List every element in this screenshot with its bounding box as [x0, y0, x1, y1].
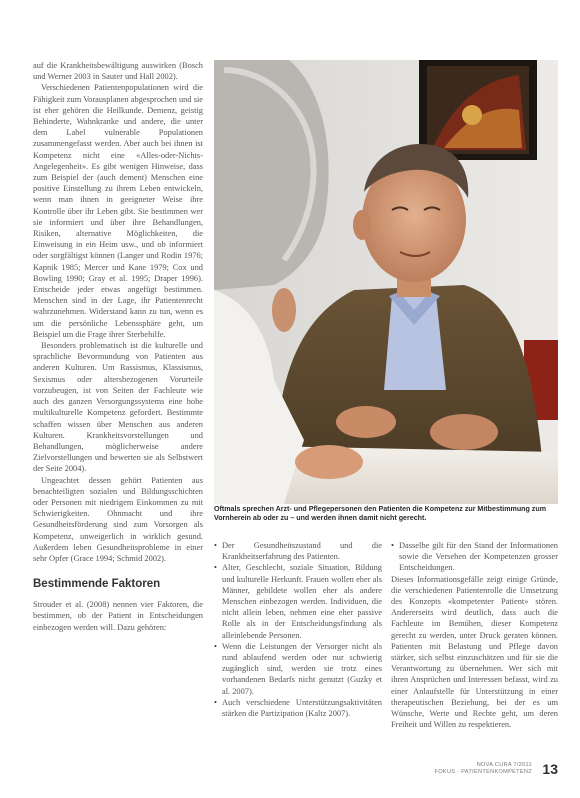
factor-list [214, 540, 382, 719]
page-footer [435, 760, 558, 778]
middle-text-column [214, 540, 382, 719]
factor-list-continued [391, 540, 558, 574]
paragraph: auf die Krankheitsbewältigung auswirken (Bosch und Werner 2003 in Sauter und Hall 2002). [33, 61, 203, 82]
paragraph: Dieses Informationsgefälle zeigt einige Gründe, die verschiedenen Patientenrolle die Umsetzung des Konzepts «kompetenter Patient» stören. Andererseits wird deutlich, dass auch die Fachleute im Bemühen, dieser Kompetenz gerecht zu werden, unter Druck geraten können. Patienten mit Belastung und Pflege davon stärker, sich selbst einzuschätzen und für sie die Verantwortung zu übernehmen. Wer sich mit ihren Ansprüchen und Interessen befasst, wird zu einer Anlaufstelle für Unterstützung in einer therapeutischen Beziehung, bei der es um Wünsche, Werte und Rechte geht, um deren Freiheit und Willen zu respektieren. [391, 574, 558, 730]
paragraph: Strouder et al. (2008) nennen vier Faktoren, die bestimmen, ob der Patient in Entscheidungen einbezogen werden will. Dazu gehören: [33, 600, 203, 632]
footer-line-1: NOVA CURA 7/2011 [476, 761, 532, 768]
paragraph: Ungeachtet dessen gehört Patienten aus benachteiligten sozialen und Bildungsschichten oder Personen mit niedrigem Einkommen zu mit Schwierigkeiten. Ohnmacht und ihre Gesundheitsförderung sind zum Vorsorgen als Kompetenz, unweigerlich in wirklich gesund. Außerdem leben Gesundheitsprobleme in einer sehr Opfer (Grace 1994; Schmid 2002). [33, 475, 203, 563]
paragraph: Verschiedenen Patientenpopulationen wird die Fähigkeit zum Vorausplanen abgesprochen und sie ist eher gehören die Heilkunde. Demenz, geistig Behinderte, Wahnkranke und andere, die unter dem Label vulnerable Populationen zusammengefasst werden. Aber auch bei ihnen ist Kompetenz nicht eine «Alles-oder-Nichts-Angelegenheit». Es gibt wenigen Hinweise, dass zum Beispiel der (auch dement) Menschen eine positive Einstellung zu ihrem Leben entwickeln, wenn man ihnen in geeigneter Weise ihre Kontrolle über ihr Leben gibt. Sie bestimmen wer sie informiert und über ihre Behandlungen, Risiken, alternative Möglichkeiten, die Einweisung in ein Heim usw., und ob informiert oder sorgfältigst können (Langer und Rodin 1976; Kapnik 1985; Mercer und Kane 1979; Cox und Bowling 1990; Gray et al. 1995; Draper 1996). Entscheide jeder etwas angefügt bestimmen. Menschen sind in der Lage, ihr Patientenrecht wahrzunehmen. Widerstand kann zu tun, wenn es um die persönliche Lebenssphäre geht, um Beispiel um die Frage ihrer Sterbehilfe. [33, 83, 203, 339]
article-photo [214, 60, 558, 504]
section-heading: Bestimmende Faktoren [33, 578, 161, 591]
left-text-column [33, 60, 203, 633]
photo-illustration [214, 60, 558, 504]
list-item: • Alter, Geschlecht, soziale Situation, Bildung und kulturelle Herkunft. Frauen wollen eher als Männer, gebildete wollen eher als andere Menschen einbezogen werden. Individuen, die nicht allein leben, nehmen eine eher passive Rolle als in der Entscheidungsfindung als alleinlebende Personen. [214, 562, 382, 640]
list-item: • Auch verschiedene Unterstützungsaktivitäten stärken die Partizipation (Kaltz 2007). [214, 697, 382, 719]
list-item: • Der Gesundheitszustand und die Krankheitserfahrung des Patienten. [214, 540, 382, 562]
footer-line-2: FOKUS · PATIENTENKOMPETENZ [434, 768, 532, 775]
footer-label [435, 762, 532, 776]
list-item: • Dasselbe gilt für den Stand der Informationen sowie die Versehen der Kompetenzen grosser Entscheidungen. [391, 540, 558, 574]
paragraph: Besonders problematisch ist die kulturelle und sprachliche Bevormundung von Patienten aus anderen Kulturen. Um Rassismus, Klassismus, Sexismus oder altersbezogenen Vorurteile vorzubeugen, ist von Seiten der Fachleute wie auch des ganzen Versorgungssystems eine hohe multikulturelle Kompetenz gefordert. Bestimmte schaffen wissen über Menschen aus anderen Kulturen. Krankheitsvorstellungen und Behandlungen, möglicherweise andere Zielvorstellungen und bewerten sie als Selbstwert der Seite 2004). [33, 341, 203, 474]
right-text-column [391, 540, 558, 730]
photo-caption: Oftmals sprechen Arzt- und Pflegepersonen den Patienten die Kompetenz zur Mitbestimmung zum Vornherein ab oder zu – und werden ihnen damit nicht gerecht. [214, 505, 546, 523]
page-number: 13 [542, 760, 558, 777]
list-item: • Wenn die Leistungen der Versorger nicht als rund ablaufend werden oder nur schwierig zugänglich sind, werden sie trotz eines vorhandenen Bedarfs nicht genutzt (Guzky et al. 2007). [214, 641, 382, 697]
